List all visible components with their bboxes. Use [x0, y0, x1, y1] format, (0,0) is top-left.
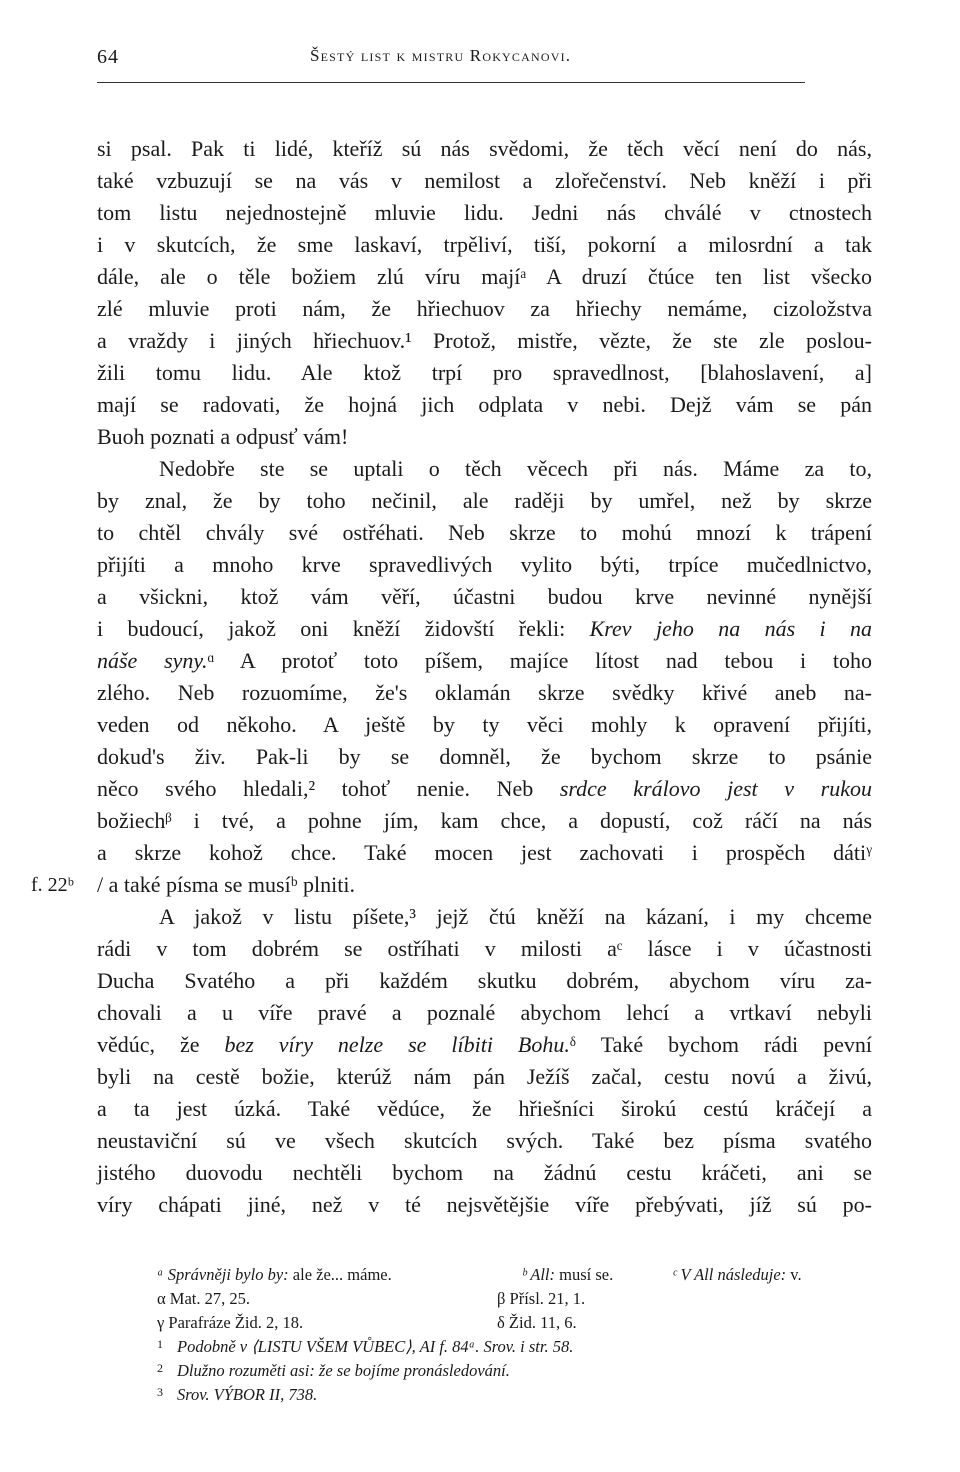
footnote-gamma: γ Parafráze Žid. 2, 18.: [157, 1313, 304, 1332]
footnote-a: [157, 1263, 392, 1287]
quotation: bez víry nelze se líbiti Bohu.: [224, 1032, 570, 1057]
text-line: přijíti a mnoho krve spravedlivých vylito býti, trpíce mučedlnictvo,: [97, 552, 872, 577]
text-line: to chtěl chvály své ostřéhati. Neb skrze to mohú mnozí k trápení: [97, 520, 872, 545]
text-line: zlého. Neb rozuomíme, že's oklamán skrze svědky křivé aneb na-: [97, 680, 872, 705]
text-line: by znal, že by toho nečinil, ale raději by umřel, než by skrze: [97, 488, 872, 513]
text-line: rádi v tom dobrém se ostříhati v milosti aᶜ lásce i v účastnosti: [97, 936, 872, 961]
text-line: [31, 869, 872, 901]
body-text: [31, 133, 873, 1221]
text-segment: něco svého hledali,² tohoť nenie. Neb: [97, 776, 534, 801]
footnote-c: [672, 1263, 802, 1287]
quotation: srdce královo jest v rukou: [559, 776, 872, 801]
text-line: [97, 613, 872, 645]
footnote-3-text: Srov. VÝBOR II, 738.: [177, 1385, 318, 1404]
text-segment: vědúc, že: [97, 1032, 200, 1057]
footnote-a-text: ale že... máme.: [288, 1265, 392, 1284]
text-line: a skrze kohož chce. Také mocen jest zachovati i prospěch dátiᵞ: [97, 840, 872, 865]
quotation: náše syny.: [97, 648, 208, 673]
footnote-delta: δ Žid. 11, 6.: [497, 1313, 577, 1332]
text-line: Ducha Svatého a při každém skutku dobrém, abychom víru za-: [97, 968, 872, 993]
footnotes: [97, 1263, 872, 1407]
footnote-c-label: ᶜ V All následuje:: [672, 1265, 787, 1284]
text-line: chovali a u víře pravé a poznalé abychom lehcí a vrtkaví nebyli: [97, 1000, 872, 1025]
footnote-alpha: α Mat. 27, 25.: [157, 1289, 250, 1308]
text-line: neustaviční sú ve všech skutcích svých. Také bez písma svatého: [97, 1128, 872, 1153]
footnote-b: [522, 1263, 613, 1287]
footnote-1: [97, 1335, 872, 1359]
text-line: také vzbuzují se na vás v nemilost a zlořečenství. Neb kněží i při: [97, 168, 872, 193]
footnote-row: [97, 1263, 872, 1287]
text-line: veden od někoho. A ještě by ty věci mohly k opravení přijíti,: [97, 712, 872, 737]
quotation: Krev jeho na nás i na: [589, 616, 873, 641]
footnote-b-text: musí se.: [555, 1265, 614, 1284]
text-line: zlé mluvie proti nám, že hřiechuov za hřiechy nemáme, cizoložstva: [97, 296, 872, 321]
text-segment: ᵟ Také bychom rádi pevní: [569, 1032, 873, 1057]
text-line: jistého duovodu nechtěli bychom na žádnú cestu kráčeti, ani se: [97, 1160, 872, 1185]
text-line: božiechᵝ i tvé, a pohne jím, kam chce, a dopustí, což ráčí na nás: [97, 808, 872, 833]
text-line: i v skutcích, že sme laskaví, trpěliví, tiší, pokorní a milosrdní a tak: [97, 232, 872, 257]
text-line: Buoh poznati a odpusť vám!: [97, 424, 349, 449]
text-line: a všickni, ktož vám věří, účastni budou krve nevinné nynější: [97, 584, 872, 609]
text-line: A jakož v listu píšete,³ jejž čtú kněží na kázaní, i my chceme: [159, 904, 872, 929]
text-line: si psal. Pak ti lidé, kteříž sú nás svědomi, že těch věcí není do nás,: [97, 136, 872, 161]
text-line: dále, ale o těle božiem zlú víru majíᵃ A druzí čtúce ten list všecko: [97, 264, 872, 289]
text-line: tom listu nejednostejně mluvie lidu. Jedni nás chválé v ctnostech: [97, 200, 872, 225]
text-line: Nedobře ste se uptali o těch věcech při nás. Máme za to,: [159, 456, 872, 481]
footnote-a-label: ᵃ Správněji bylo by:: [157, 1265, 289, 1284]
folio-margin-note: f. 22ᵇ: [31, 874, 74, 896]
text-line: dokud's živ. Pak-li by se domněl, že bychom skrze to psánie: [97, 744, 872, 769]
text-line: [97, 773, 872, 805]
text-line: žili tomu lidu. Ale ktož trpí pro spravedlnost, [blahoslavení, a]: [97, 360, 872, 385]
text-line: a vraždy i jiných hřiechuov.¹ Protož, mistře, vězte, že ste zle poslou-: [97, 328, 872, 353]
text-segment: i budoucí, jakož oni kněží židovští řekli:: [97, 616, 566, 641]
text-line: víry chápati jiné, než v té nejsvětějšie víře přebývati, jíž sú po-: [97, 1192, 872, 1217]
footnote-2: [97, 1359, 872, 1383]
footnote-beta: β Přísl. 21, 1.: [497, 1289, 586, 1308]
page-number: 64: [97, 46, 119, 68]
header-rule: [97, 82, 805, 83]
footnote-3: [97, 1383, 872, 1407]
footnote-row: [97, 1311, 872, 1335]
text-segment: ᵅ A protoť toto píšem, majíce lítost nad tebou i toho: [207, 648, 872, 673]
footnote-1-text: Podobně v ⟨LISTU VŠEM VŮBEC⟩, AI f. 84ᵃ. Srov. i str. 58.: [177, 1337, 574, 1356]
text-line: [97, 1029, 872, 1061]
text-segment: / a také písma se musíᵇ plniti.: [97, 872, 355, 897]
footnote-3-mark: 3: [157, 1385, 163, 1399]
footnote-c-text: v.: [786, 1265, 802, 1284]
text-line: byli na cestě božie, kterúž nám pán Ježíš začal, cestu novú a živú,: [97, 1064, 872, 1089]
text-line: mají se radovati, že hojná jich odplata v nebi. Dejž vám se pán: [97, 392, 872, 417]
footnote-b-label: ᵇ All:: [522, 1265, 556, 1284]
text-line: a ta jest úzká. Také vědúce, že hřiešníci širokú cestú kráčejí a: [97, 1096, 872, 1121]
page-header: [97, 46, 872, 80]
footnote-row: [97, 1287, 872, 1311]
footnote-1-mark: 1: [157, 1337, 163, 1351]
footnote-2-mark: 2: [157, 1361, 163, 1375]
text-line: [97, 645, 872, 677]
footnote-2-text: Dlužno rozuměti asi: že se bojíme pronásledování.: [177, 1361, 510, 1380]
running-title: Šestý list k mistru Rokycanovi.: [310, 46, 572, 65]
